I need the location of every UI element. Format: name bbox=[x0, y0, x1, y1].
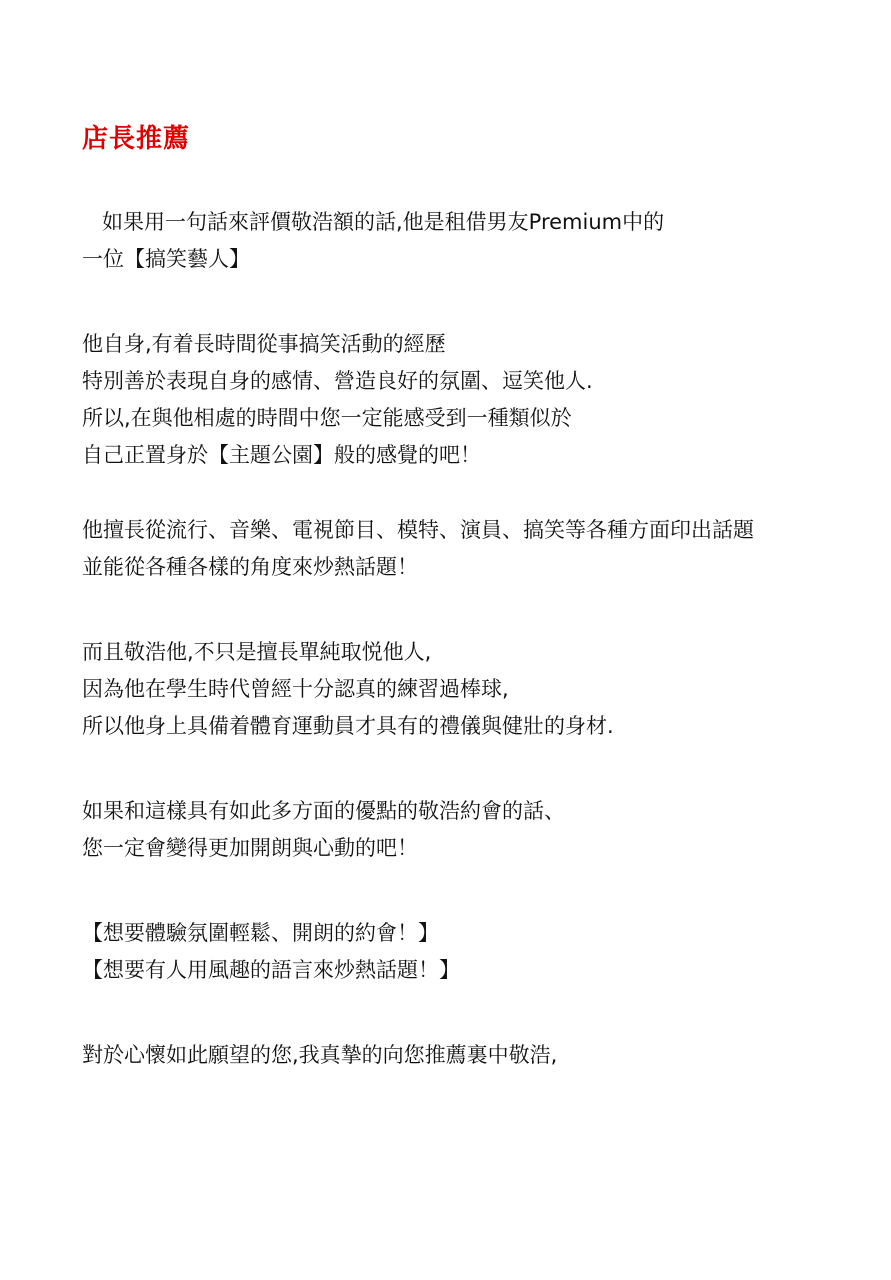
paragraph-line: 您一定會變得更加開朗與心動的吧！ bbox=[82, 836, 418, 860]
paragraph-line: 他擅長從流行、音樂、電視節目、模特、演員、搞笑等各種方面印出話題 bbox=[82, 518, 754, 542]
paragraph-wishes bbox=[82, 915, 882, 989]
paragraph-line: 對於心懷如此願望的您,我真摯的向您推薦裏中敬浩, bbox=[82, 1043, 558, 1067]
page-title: 店長推薦 bbox=[82, 124, 191, 154]
paragraph-line: 【想要體驗氛圍輕鬆、開朗的約會！】 bbox=[82, 921, 439, 945]
paragraph-personality bbox=[82, 326, 882, 474]
paragraph-line: 自己正置身於【主題公園】般的感覺的吧！ bbox=[82, 443, 481, 467]
paragraph-date bbox=[82, 793, 882, 867]
paragraph-background bbox=[82, 634, 882, 745]
paragraph-topics bbox=[82, 512, 882, 586]
paragraph-line: 他自身,有着長時間從事搞笑活動的經歷 bbox=[82, 332, 446, 356]
paragraph-line: 如果和這樣具有如此多方面的優點的敬浩約會的話、 bbox=[82, 799, 565, 823]
paragraph-intro bbox=[82, 204, 882, 278]
paragraph-line: 而且敬浩他,不只是擅長單純取悦他人, bbox=[82, 640, 432, 664]
paragraph-closing bbox=[82, 1037, 882, 1074]
paragraph-line: 所以,在與他相處的時間中您一定能感受到一種類似於 bbox=[82, 406, 572, 430]
paragraph-line: 特別善於表現自身的感情、營造良好的氛圍、逗笑他人. bbox=[82, 369, 593, 393]
paragraph-line: 所以他身上具備着體育運動員才具有的禮儀與健壯的身材. bbox=[82, 714, 614, 738]
paragraph-line: 並能從各種各樣的角度來炒熱話題！ bbox=[82, 555, 418, 579]
paragraph-line: 一位【搞笑藝人】 bbox=[82, 247, 250, 271]
paragraph-line: 因為他在學生時代曾經十分認真的練習過棒球, bbox=[82, 677, 509, 701]
paragraph-line: 如果用一句話來評價敬浩額的話,他是租借男友Premium中的 bbox=[102, 210, 665, 234]
paragraph-line: 【想要有人用風趣的語言來炒熱話題！】 bbox=[82, 958, 460, 982]
article-body bbox=[82, 204, 882, 1122]
